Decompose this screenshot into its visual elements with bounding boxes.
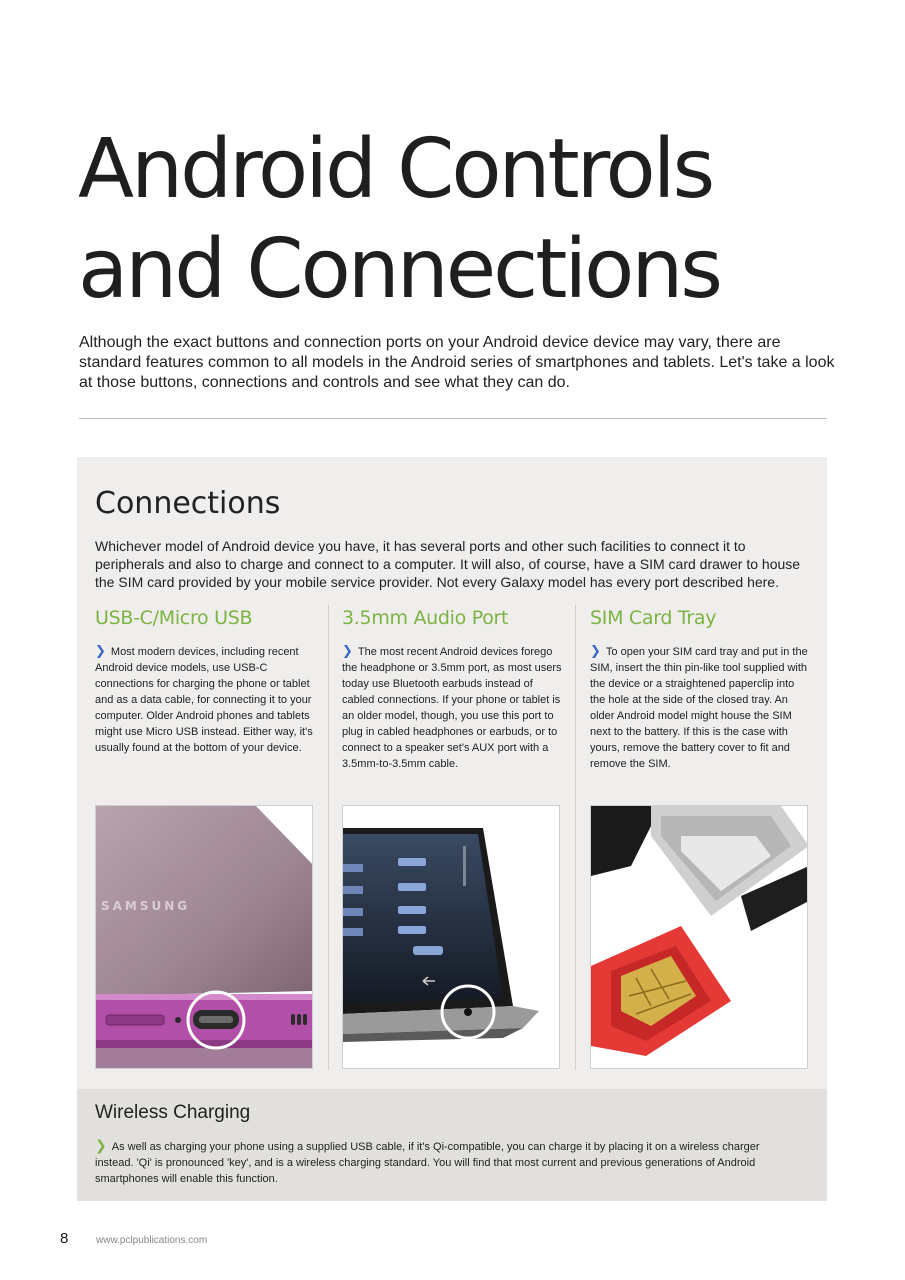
connections-intro: Whichever model of Android device you have, it has several ports and other such facilities to connect it to peripherals and also to charge and connect to a computer. It will also, of course, have a SIM card drawer to house the SIM card provided by your mobile service provider. Not every Galaxy model has every port described here. [95, 538, 801, 590]
wireless-charging-title: Wireless Charging [95, 1102, 251, 1123]
chevron-right-icon: ❯ [342, 644, 353, 659]
column-body: The most recent Android devices forego the headphone or 3.5mm port, as most users today use Bluetooth earbuds instead of cabled connections. If your phone or tablet is an older model, though, you use this port to plug in cabled headphones or earbuds, or to connect to a speaker set's AUX port with a 3.5mm-to-3.5mm cable. [342, 646, 562, 770]
column-heading: SIM Card Tray [590, 607, 717, 629]
column-divider [575, 605, 576, 1070]
chevron-right-icon: ❯ [590, 644, 601, 659]
column-text [342, 644, 564, 772]
column-sim [590, 605, 812, 772]
page-number: 8 [60, 1230, 69, 1247]
website-url: www.pclpublications.com [96, 1235, 208, 1246]
usb-port-photo [95, 805, 313, 1069]
divider [79, 418, 827, 419]
column-text [95, 644, 317, 756]
audio-port-photo [342, 805, 560, 1069]
column-body: Most modern devices, including recent Android device models, use USB-C connections for charging the phone or tablet and as a data cable, for connecting it to your computer. Older Android phones and tablets might use Micro USB instead. Either way, it's usually found at the bottom of your device. [95, 646, 313, 754]
column-divider [328, 605, 329, 1070]
column-heading: USB-C/Micro USB [95, 607, 253, 629]
brand-logo: SAMSUNG [101, 899, 191, 913]
column-body: To open your SIM card tray and put in the SIM, insert the thin pin-like tool supplied with the device or a straightened paperclip into the hole at the side of the closed tray. An older Android model might house the SIM next to the battery. If this is the case with yours, remove the battery cover to fit and remove the SIM. [590, 646, 808, 770]
column-audio [342, 605, 564, 772]
page-title: Android Controls and Connections [78, 122, 721, 317]
column-text [590, 644, 812, 772]
connections-title: Connections [95, 486, 281, 521]
wireless-charging-text [95, 1138, 795, 1187]
sim-tray-photo [590, 805, 808, 1069]
intro-paragraph: Although the exact buttons and connection ports on your Android device device may vary, there are standard features common to all models in the Android series of smartphones and tablets. Let's take a look at those buttons, connections and controls and see what they can do. [79, 334, 835, 391]
chevron-right-icon: ❯ [95, 1138, 107, 1154]
column-heading: 3.5mm Audio Port [342, 607, 509, 629]
chevron-right-icon: ❯ [95, 644, 106, 659]
column-usb [95, 605, 317, 756]
wireless-charging-body: As well as charging your phone using a supplied USB cable, if it's Qi-compatible, you can charge it by placing it on a wireless charger instead. 'Qi' is pronounced 'key', and is a wireless charging standard. You will find that most current and previous generations of Android smartphones will enable this function. [95, 1141, 760, 1185]
